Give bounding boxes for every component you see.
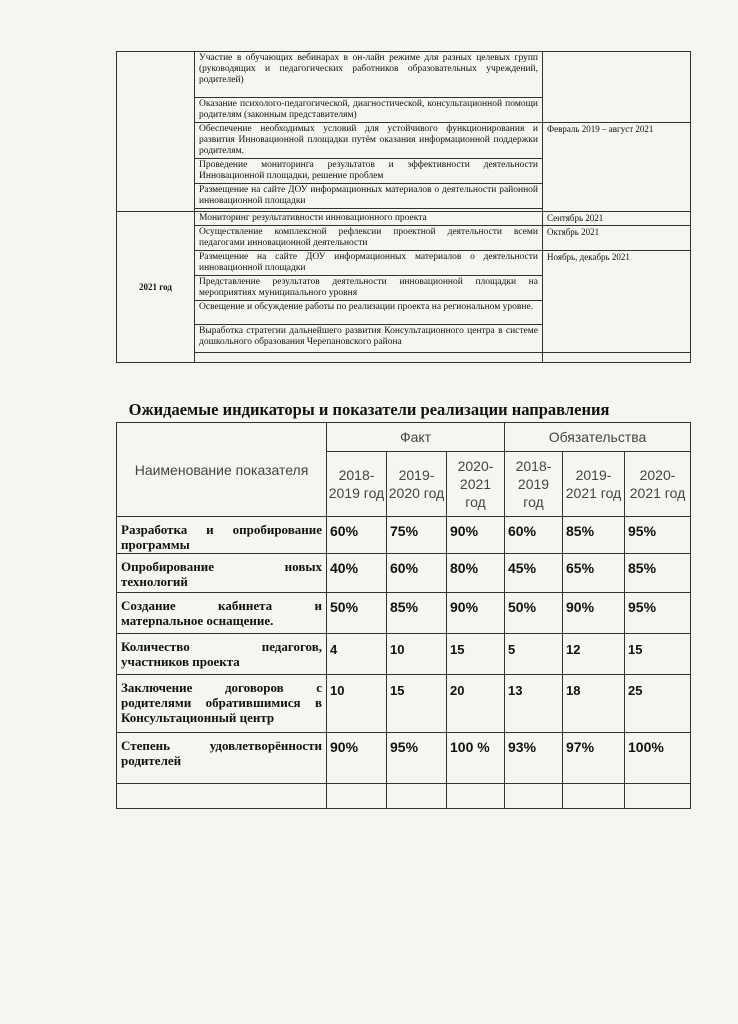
indicator-value: 60% — [505, 517, 563, 554]
indicator-value: 15 — [447, 634, 505, 675]
indicator-name: Опробирование новых технологий — [117, 554, 327, 593]
indicator-value: 5 — [505, 634, 563, 675]
plan-activity: Размещение на сайте ДОУ информационных материалов о деятельности районной инновационной площадки — [195, 184, 543, 209]
indicator-value: 10 — [387, 634, 447, 675]
indicator-value: 45% — [505, 554, 563, 593]
table-row — [117, 634, 691, 675]
indicator-value: 85% — [387, 593, 447, 634]
indicator-value: 40% — [327, 554, 387, 593]
header-obligations: Обязательства — [505, 423, 691, 452]
indicator-value: 12 — [563, 634, 625, 675]
plan-activity: Проведение мониторинга результатов и эффективности деятельности Инновационной площадки, решение проблем — [195, 159, 543, 184]
indicator-value: 85% — [625, 554, 691, 593]
indicator-value: 65% — [563, 554, 625, 593]
plan-date: Февраль 2019 – август 2021 — [543, 123, 691, 212]
header-indicator-name: Наименование показателя — [117, 423, 327, 517]
header-year: 2020-2021 год — [625, 452, 691, 517]
indicator-value: 100% — [625, 733, 691, 784]
indicator-value: 90% — [563, 593, 625, 634]
table-row — [117, 593, 691, 634]
indicator-value: 50% — [505, 593, 563, 634]
indicators-table — [116, 422, 691, 809]
indicator-value: 4 — [327, 634, 387, 675]
table-row — [117, 554, 691, 593]
plan-activity: Участие в обучающих вебинарах в он-лайн режиме для разных целевых групп (руководящих и педагогических работников образовательных учреждений, родителей) — [195, 52, 543, 98]
table-row — [117, 733, 691, 784]
indicator-value: 15 — [387, 675, 447, 733]
indicator-name: Степень удовлетворённости родителей — [117, 733, 327, 784]
table-row — [117, 675, 691, 733]
indicator-value: 13 — [505, 675, 563, 733]
plan-activity: Размещение на сайте ДОУ информационных материалов о деятельности инновационной площадки — [195, 251, 543, 276]
indicator-value: 80% — [447, 554, 505, 593]
plan-date: Ноябрь, декабрь 2021 — [543, 251, 691, 353]
indicator-value: 18 — [563, 675, 625, 733]
indicator-value: 90% — [327, 733, 387, 784]
indicator-value: 90% — [447, 593, 505, 634]
period-cell-2021: 2021 год — [117, 212, 195, 363]
indicator-value: 60% — [327, 517, 387, 554]
indicator-value: 50% — [327, 593, 387, 634]
plan-date: Сентябрь 2021 — [543, 212, 691, 226]
indicator-value: 25 — [625, 675, 691, 733]
header-year: 2020-2021 год — [447, 452, 505, 517]
plan-activity: Обеспечение необходимых условий для устойчивого функционирования и развития Инновационной площадки путём оказания информационной поддержки родителям. — [195, 123, 543, 159]
indicator-name: Заключение договоров с родителями обратившимися в Консультационный центр — [117, 675, 327, 733]
indicator-value: 93% — [505, 733, 563, 784]
plan-activity: Осуществление комплексной рефлексии проектной деятельности всеми педагогами инновационной деятельности — [195, 226, 543, 251]
plan-activity: Мониторинг результативности инновационного проекта — [195, 212, 543, 226]
indicator-value: 97% — [563, 733, 625, 784]
indicator-value: 75% — [387, 517, 447, 554]
header-year: 2019-2020 год — [387, 452, 447, 517]
table-row — [117, 517, 691, 554]
indicator-value: 90% — [447, 517, 505, 554]
header-year: 2018-2019 год — [327, 452, 387, 517]
indicator-value: 95% — [625, 517, 691, 554]
header-year: 2019-2021 год — [563, 452, 625, 517]
indicator-value: 95% — [387, 733, 447, 784]
indicator-value: 95% — [625, 593, 691, 634]
plan-activity: Оказание психолого-педагогической, диагностической, консультационной помощи родителям (законным представителям) — [195, 98, 543, 123]
indicator-value: 60% — [387, 554, 447, 593]
indicator-name: Создание кабинета и матерnальное оснащение. — [117, 593, 327, 634]
plan-table — [116, 51, 691, 363]
plan-date: Октябрь 2021 — [543, 226, 691, 251]
plan-activity: Представление результатов деятельности инновационной площадки на мероприятиях муниципального уровня — [195, 276, 543, 301]
header-fact: Факт — [327, 423, 505, 452]
header-year: 2018-2019 год — [505, 452, 563, 517]
indicator-name: Количество педагогов, участников проекта — [117, 634, 327, 675]
section-title: Ожидаемые индикаторы и показатели реализации направления — [128, 400, 610, 419]
indicator-value: 20 — [447, 675, 505, 733]
indicator-value: 10 — [327, 675, 387, 733]
indicator-name: Разработка и опробирование программы — [117, 517, 327, 554]
period-cell-2020 — [117, 52, 195, 212]
plan-activity: Выработка стратегии дальнейшего развития Консультационного центра в системе дошкольного образования Черепановского района — [195, 325, 543, 353]
plan-date — [543, 52, 691, 123]
table-row — [117, 784, 691, 809]
indicator-value: 15 — [625, 634, 691, 675]
indicator-value: 85% — [563, 517, 625, 554]
indicator-value: 100 % — [447, 733, 505, 784]
plan-activity: Освещение и обсуждение работы по реализации проекта на региональном уровне. — [195, 301, 543, 325]
